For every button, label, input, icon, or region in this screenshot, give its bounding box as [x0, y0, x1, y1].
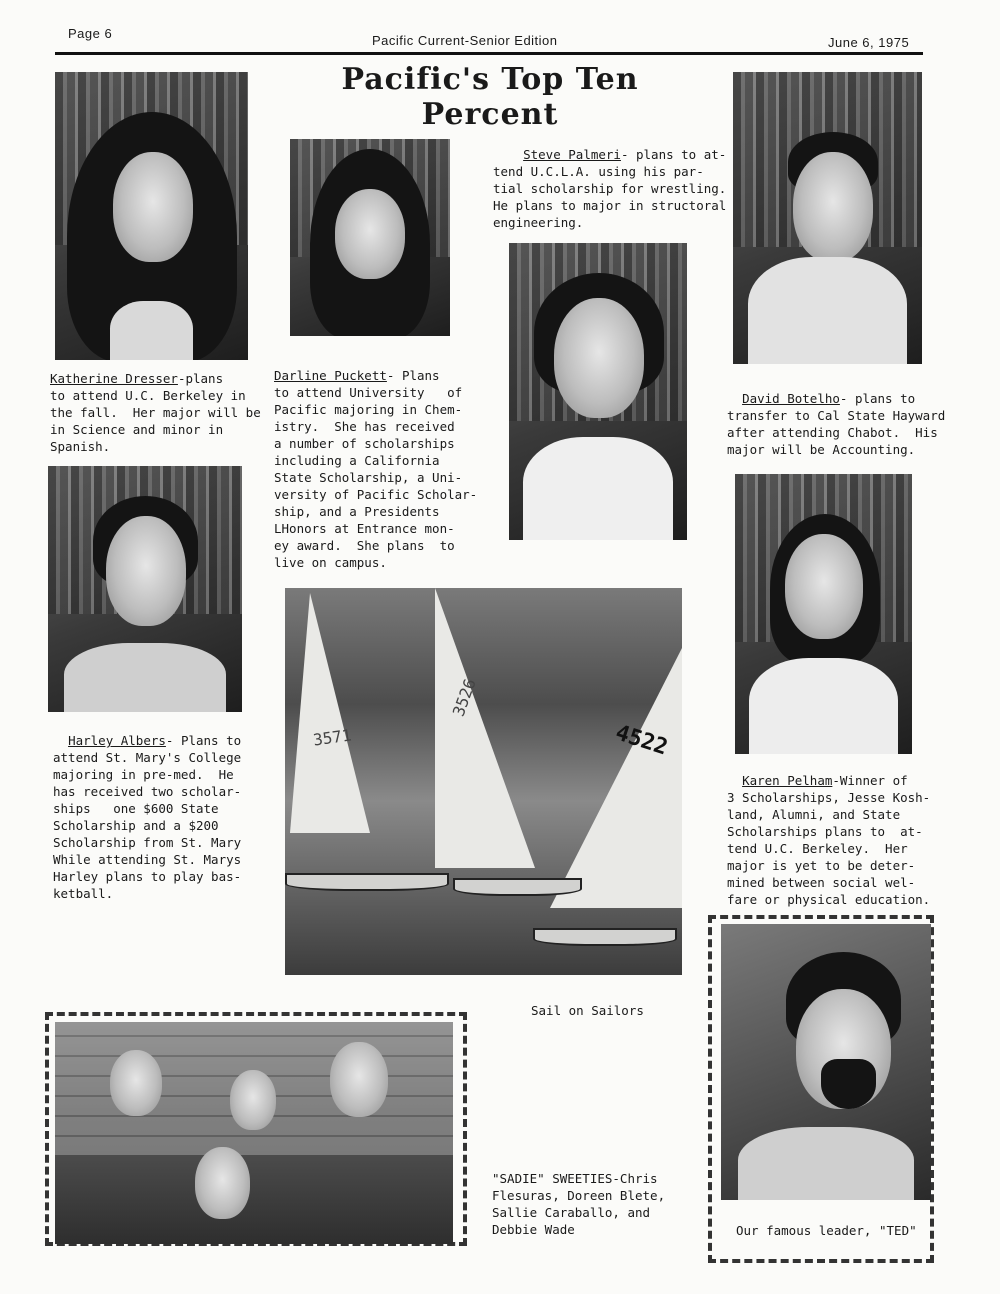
caption-ted: Our famous leader, "TED" [736, 1223, 917, 1238]
caption-steve [493, 146, 726, 231]
photo-katherine [55, 72, 248, 360]
sail-number-2: 3526 [448, 676, 480, 719]
boat-2 [453, 878, 582, 896]
caption-karen [727, 772, 930, 908]
photo-david [733, 72, 922, 364]
sail-number-1: 3571 [311, 725, 353, 750]
photo-karen [735, 474, 912, 754]
text-karen: -Winner of 3 Scholarships, Jesse Kosh- land, Alumni, and State Scholarships plans to at- tend U.C. Berkeley. Her major is yet to be deter- mined between social wel- fare or physical education. [727, 773, 931, 907]
header-rule [55, 52, 923, 55]
page-title: Pacific's Top Ten Percent [341, 62, 639, 132]
photo-sadie-sweeties [55, 1022, 453, 1244]
sail-number-3: 4522 [612, 720, 671, 761]
caption-david [727, 390, 945, 458]
caption-sadie: "SADIE" SWEETIES-Chris Flesuras, Doreen Blete, Sallie Caraballo, and Debbie Wade [492, 1171, 666, 1237]
text-david: - plans to transfer to Cal State Hayward after attending Chabot. His major will be Accounting. [727, 391, 946, 457]
boat-3 [533, 928, 677, 946]
text-katherine: -plans to attend U.C. Berkeley in the fall. Her major will be in Science and minor in Spanish. [50, 371, 261, 454]
name-harley: Harley Albers [68, 733, 166, 748]
caption-harley [53, 732, 241, 902]
publication-name: Pacific Current-Senior Edition [372, 33, 558, 48]
name-darline: Darline Puckett [274, 368, 387, 383]
boat-1 [285, 873, 449, 891]
text-steve: - plans to at- tend U.C.L.A. using his par- tial scholarship for wrestling. He plans to major in structoral engineering. [493, 147, 727, 230]
name-steve: Steve Palmeri [523, 147, 621, 162]
photo-darline [290, 139, 450, 336]
caption-sailboats: Sail on Sailors [531, 1003, 644, 1018]
photo-sailboats [285, 588, 682, 975]
name-karen: Karen Pelham [742, 773, 833, 788]
issue-date: June 6, 1975 [828, 35, 910, 50]
text-harley: - Plans to attend St. Mary's College majoring in pre-med. He has received two scholar- ships one $600 State Scholarship and a $200 Scholarship from St. Mary While attending St. Marys Harley plans to play bas- ketball. [53, 733, 242, 901]
name-david: David Botelho [742, 391, 840, 406]
name-katherine: Katherine Dresser [50, 371, 178, 386]
sail-3 [550, 648, 682, 908]
photo-harley [48, 466, 242, 712]
caption-katherine [50, 370, 261, 455]
photo-steve [509, 243, 687, 540]
photo-ted [721, 924, 931, 1200]
caption-darline [274, 367, 477, 571]
page-number: Page 6 [68, 26, 113, 41]
text-darline: - Plans to attend University of Pacific majoring in Chem- istry. She has received a number of scholarships including a California State Scholarship, a Uni- versity of Pacific Scholar- ship, and a Presidents LHonors at Entrance mon- ey award. She plans to live on campus. [274, 368, 478, 570]
sail-2 [435, 588, 535, 868]
sail-1 [290, 593, 370, 833]
